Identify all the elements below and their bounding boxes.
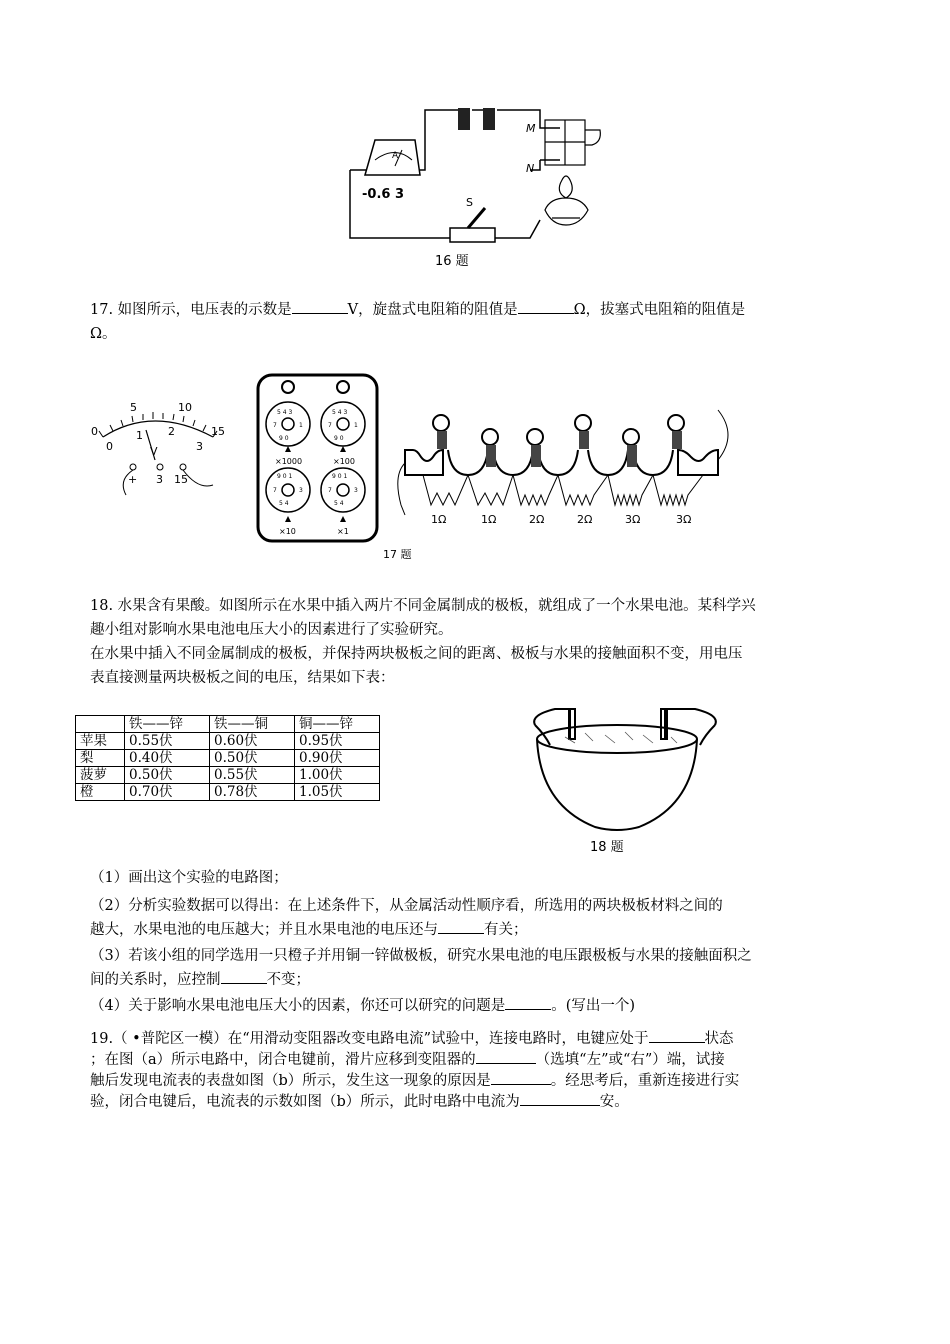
voltmeter-figure [88,395,238,500]
svg-text:15: 15 [174,473,188,486]
table-row: 橙 0.70伏 0.78伏 1.05伏 [76,784,380,801]
svg-text:5 4 3: 5 4 3 [332,409,348,416]
svg-text:1: 1 [354,422,358,429]
svg-text:3: 3 [196,440,203,453]
svg-text:×10: ×10 [279,527,296,536]
table-header-row: 铁——锌 铁——铜 铜——锌 [76,716,380,733]
svg-text:2Ω: 2Ω [529,513,545,526]
svg-text:2Ω: 2Ω [577,513,593,526]
question-19-text: 19.（ •普陀区一模）在“用滑动变阻器改变电路电流”试验中，连接电路时，电键应处于 状态 ；在图（a）所示电路中，闭合电键前，滑片应移到变阻器的 （选填“左”或“右”）端，试接 触后发现电流表的表盘如图（b）所示，发生这一现象的原因是 。经思考后，重新连接进行实 验，闭合电键后，电流表的示数如图（b）所示，此时电路中电流为 安。 [90,1028,865,1112]
svg-text:9 0 1: 9 0 1 [277,473,293,480]
svg-text:×1: ×1 [337,527,349,536]
svg-text:1Ω: 1Ω [431,513,447,526]
question-18-intro: 18. 水果含有果酸。如图所示在水果中插入两片不同金属制成的极板，就组成了一个水果电池。某科学兴 趣小组对影响水果电池电压大小的因素进行了实验研究。 在水果中插入不同金属制成的极板，并保持两块极板之间的距离、极板与水果的接触面积不变，用电压 表直接测量两块极板之间的电压，结果如下表： [90,598,756,686]
svg-text:1: 1 [299,422,303,429]
svg-text:1: 1 [136,429,143,442]
plug-resistance-box [393,405,738,530]
svg-text:5 4: 5 4 [279,500,289,507]
svg-text:A: A [392,151,399,161]
svg-text:S: S [466,196,473,209]
answer-blank[interactable] [221,969,267,984]
question-17-text: 17. 如图所示，电压表的示数是 V，旋盘式电阻箱的阻值是 Ω，拔塞式电阻箱的阻值是 Ω。 [90,298,860,346]
question-18-subquestions: （1）画出这个实验的电路图； （2）分析实验数据可以得出：在上述条件下，从金属活动性顺序看，所选用的两块极板材料之间的 越大，水果电池的电压越大；并且水果电池的电压还与 有关； （3）若该小组的同学选用一只橙子并用铜一锌做极板，研究水果电池的电压跟极板与水果的接触面积之 间的关系时，应控制 不变； （4）关于影响水果电池电压大小的因素，你还可以研究的问题是 。(写出一个) [90,870,752,1014]
svg-text:M: M [526,122,536,135]
answer-blank[interactable] [476,1049,536,1064]
svg-text:9 0: 9 0 [334,435,344,442]
svg-text:7: 7 [328,487,332,494]
svg-text:15: 15 [211,425,225,438]
svg-text:0: 0 [106,440,113,453]
battery-cell [483,108,495,130]
svg-text:3: 3 [354,487,358,494]
dial-resistance-box [255,372,380,544]
fruit-battery-figure [525,705,725,835]
svg-text:5: 5 [130,401,137,414]
svg-text:V: V [150,445,158,458]
figure-17-caption: 17 题 [383,548,412,561]
answer-blank[interactable] [520,1091,600,1106]
svg-text:-0.6 3: -0.6 3 [362,187,404,202]
svg-text:3: 3 [299,487,303,494]
table-row: 苹果 0.55伏 0.60伏 0.95伏 [76,733,380,750]
circuit-diagram-16 [340,100,610,250]
svg-text:10: 10 [178,401,192,414]
svg-text:0: 0 [91,425,98,438]
svg-text:2: 2 [168,425,175,438]
thermocouple-grid [545,120,600,165]
svg-text:7: 7 [273,487,277,494]
svg-text:1Ω: 1Ω [481,513,497,526]
alcohol-lamp [545,176,588,225]
svg-text:3: 3 [156,473,163,486]
svg-text:+: + [128,473,138,486]
svg-text:3Ω: 3Ω [625,513,641,526]
table-row: 菠萝 0.50伏 0.55伏 1.00伏 [76,767,380,784]
switch [450,196,495,242]
svg-text:5 4: 5 4 [334,500,344,507]
figure-16-caption: 16 题 [435,254,469,269]
svg-text:7: 7 [328,422,332,429]
svg-text:9 0: 9 0 [279,435,289,442]
svg-text:9 0 1: 9 0 1 [332,473,348,480]
answer-blank[interactable] [491,1070,551,1085]
svg-text:5 4 3: 5 4 3 [277,409,293,416]
figure-18-caption: 18 题 [590,840,624,855]
svg-text:3Ω: 3Ω [676,513,692,526]
answer-blank[interactable] [649,1028,705,1043]
voltage-table [75,715,380,801]
svg-text:N: N [526,162,535,175]
table-row: 梨 0.40伏 0.50伏 0.90伏 [76,750,380,767]
svg-text:×100: ×100 [333,457,355,466]
battery-cell [458,108,470,130]
ammeter [362,140,420,202]
svg-text:7: 7 [273,422,277,429]
answer-blank[interactable] [292,299,348,314]
figure-16 [340,100,610,250]
answer-blank[interactable] [438,919,484,934]
answer-blank[interactable] [518,299,574,314]
answer-blank[interactable] [505,995,551,1010]
svg-text:×1000: ×1000 [275,457,303,466]
